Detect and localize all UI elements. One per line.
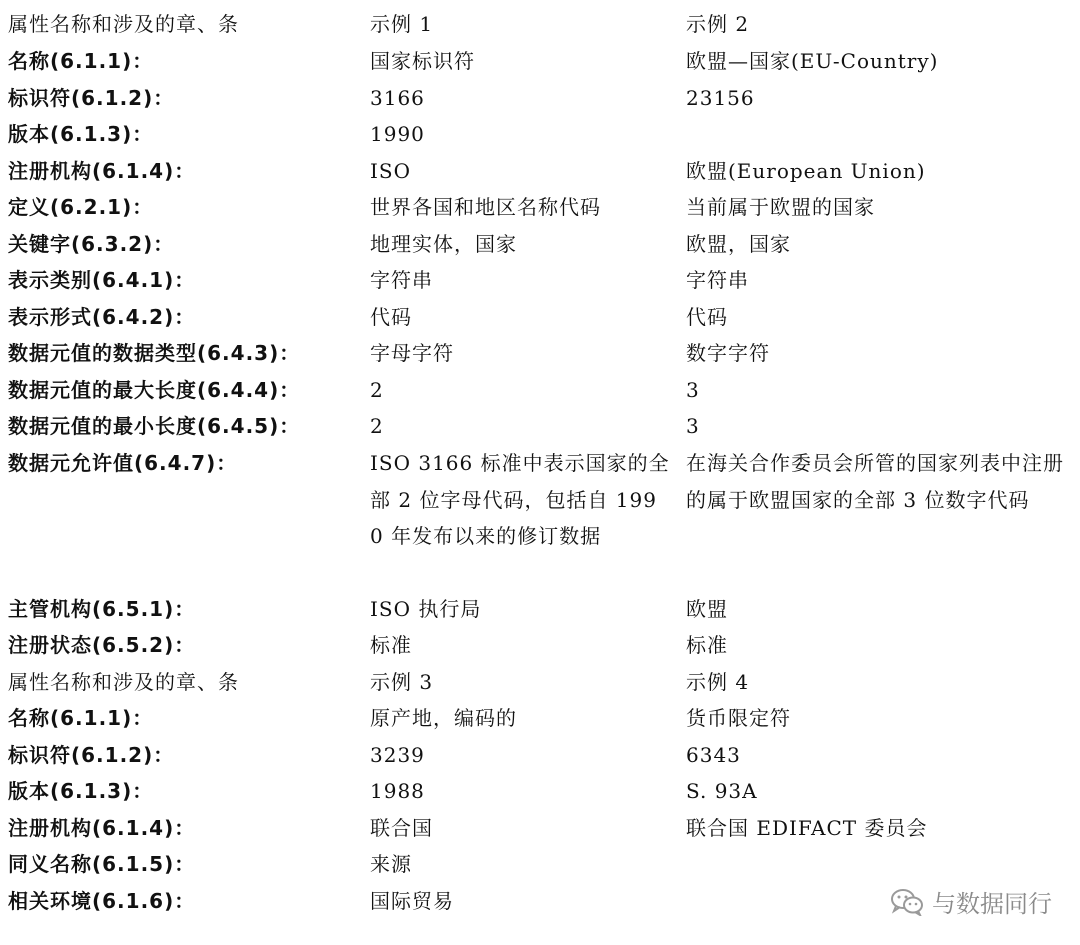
- example-4-value: 联合国 EDIFACT 委员会: [686, 816, 928, 840]
- table-row: [0, 335, 1080, 371]
- field-label: 数据元允许值(6.4.7)：: [8, 451, 238, 475]
- field-label: 属性名称和涉及的章、条: [8, 670, 239, 694]
- example-4-value: 示例 4: [686, 670, 750, 694]
- field-label: 名称(6.1.1)：: [8, 49, 154, 73]
- table-row: [0, 153, 1080, 189]
- example-2-value: 3: [686, 414, 700, 438]
- table-row: [0, 372, 1080, 408]
- example-2-value: 标准: [686, 633, 728, 657]
- field-label: 注册状态(6.5.2)：: [8, 633, 196, 657]
- field-label: 相关环境(6.1.6)：: [8, 889, 196, 913]
- example-1-value: 地理实体，国家: [370, 232, 517, 256]
- example-2-value: 欧盟，国家: [686, 232, 791, 256]
- field-label: 表示形式(6.4.2)：: [8, 305, 196, 329]
- example-4-value: 6343: [686, 743, 741, 767]
- field-label: 定义(6.2.1)：: [8, 195, 154, 219]
- field-label: 同义名称(6.1.5)：: [8, 852, 196, 876]
- field-label: 标识符(6.1.2)：: [8, 86, 175, 110]
- example-2-value: 代码: [686, 305, 728, 329]
- example-2-value: 23156: [686, 86, 755, 110]
- example-2-value: 欧盟—国家(EU-Country): [686, 49, 939, 73]
- table-row: [0, 299, 1080, 335]
- example-2-value: 字符串: [686, 268, 749, 292]
- table-row: [0, 116, 1080, 152]
- table-row: [0, 810, 1080, 846]
- example-1-value: 标准: [370, 633, 412, 657]
- field-label: 注册机构(6.1.4)：: [8, 159, 196, 183]
- example-1-value: 字符串: [370, 268, 433, 292]
- example-1-value: 国家标识符: [370, 49, 475, 73]
- field-label: 属性名称和涉及的章、条: [8, 12, 239, 36]
- wechat-icon: [890, 888, 924, 916]
- table-row: [0, 6, 1080, 42]
- example-1-value: 世界各国和地区名称代码: [370, 195, 601, 219]
- example-3-value: 联合国: [370, 816, 433, 840]
- example-1-value: ISO 3166 标准中表示国家的全部 2 位字母代码，包括自 1990 年发布以来的修订数据: [370, 451, 670, 548]
- table-row: [0, 189, 1080, 225]
- example-2-value: 在海关合作委员会所管的国家列表中注册的属于欧盟国家的全部 3 位数字代码: [686, 451, 1064, 512]
- example-1-value: ISO 执行局: [370, 597, 482, 621]
- watermark: [890, 884, 1052, 919]
- table-row: [0, 664, 1080, 700]
- example-1-value: 1990: [370, 122, 425, 146]
- example-2-value: 欧盟: [686, 597, 728, 621]
- field-label: 注册机构(6.1.4)：: [8, 816, 196, 840]
- example-1-value: 示例 1: [370, 12, 434, 36]
- field-label: 版本(6.1.3)：: [8, 779, 154, 803]
- field-label: 数据元值的最大长度(6.4.4)：: [8, 378, 301, 402]
- table-row: [0, 846, 1080, 882]
- example-2-value: 数字字符: [686, 341, 770, 365]
- field-label: 关键字(6.3.2)：: [8, 232, 175, 256]
- table-row: [0, 80, 1080, 116]
- table-row: [0, 627, 1080, 663]
- table-row: [0, 700, 1080, 736]
- example-3-value: 1988: [370, 779, 425, 803]
- example-2-value: 3: [686, 378, 700, 402]
- example-1-value: 代码: [370, 305, 412, 329]
- example-2-value: 当前属于欧盟的国家: [686, 195, 875, 219]
- example-1-value: 2: [370, 414, 384, 438]
- watermark-text: 与数据同行: [932, 890, 1052, 918]
- field-label: 主管机构(6.5.1)：: [8, 597, 196, 621]
- table-row: [0, 43, 1080, 79]
- example-2-value: 示例 2: [686, 12, 750, 36]
- table-row: [0, 408, 1080, 444]
- field-label: 名称(6.1.1)：: [8, 706, 154, 730]
- example-3-value: 原产地，编码的: [370, 706, 517, 730]
- example-3-value: 3239: [370, 743, 425, 767]
- field-label: 表示类别(6.4.1)：: [8, 268, 196, 292]
- example-4-value: S. 93A: [686, 779, 758, 803]
- table-row: [0, 737, 1080, 773]
- table-row: [0, 445, 1080, 591]
- table-row: [0, 226, 1080, 262]
- example-1-value: 3166: [370, 86, 425, 110]
- field-label: 数据元值的最小长度(6.4.5)：: [8, 414, 301, 438]
- field-label: 数据元值的数据类型(6.4.3)：: [8, 341, 301, 365]
- example-1-value: ISO: [370, 159, 411, 183]
- field-label: 标识符(6.1.2)：: [8, 743, 175, 767]
- example-3-value: 示例 3: [370, 670, 434, 694]
- table-row: [0, 262, 1080, 298]
- example-1-value: 2: [370, 378, 384, 402]
- example-3-value: 国际贸易: [370, 889, 454, 913]
- table-row: [0, 591, 1080, 627]
- table-row: [0, 773, 1080, 809]
- field-label: 版本(6.1.3)：: [8, 122, 154, 146]
- example-4-value: 货币限定符: [686, 706, 791, 730]
- example-2-value: 欧盟(European Union): [686, 159, 926, 183]
- example-1-value: 字母字符: [370, 341, 454, 365]
- example-3-value: 来源: [370, 852, 412, 876]
